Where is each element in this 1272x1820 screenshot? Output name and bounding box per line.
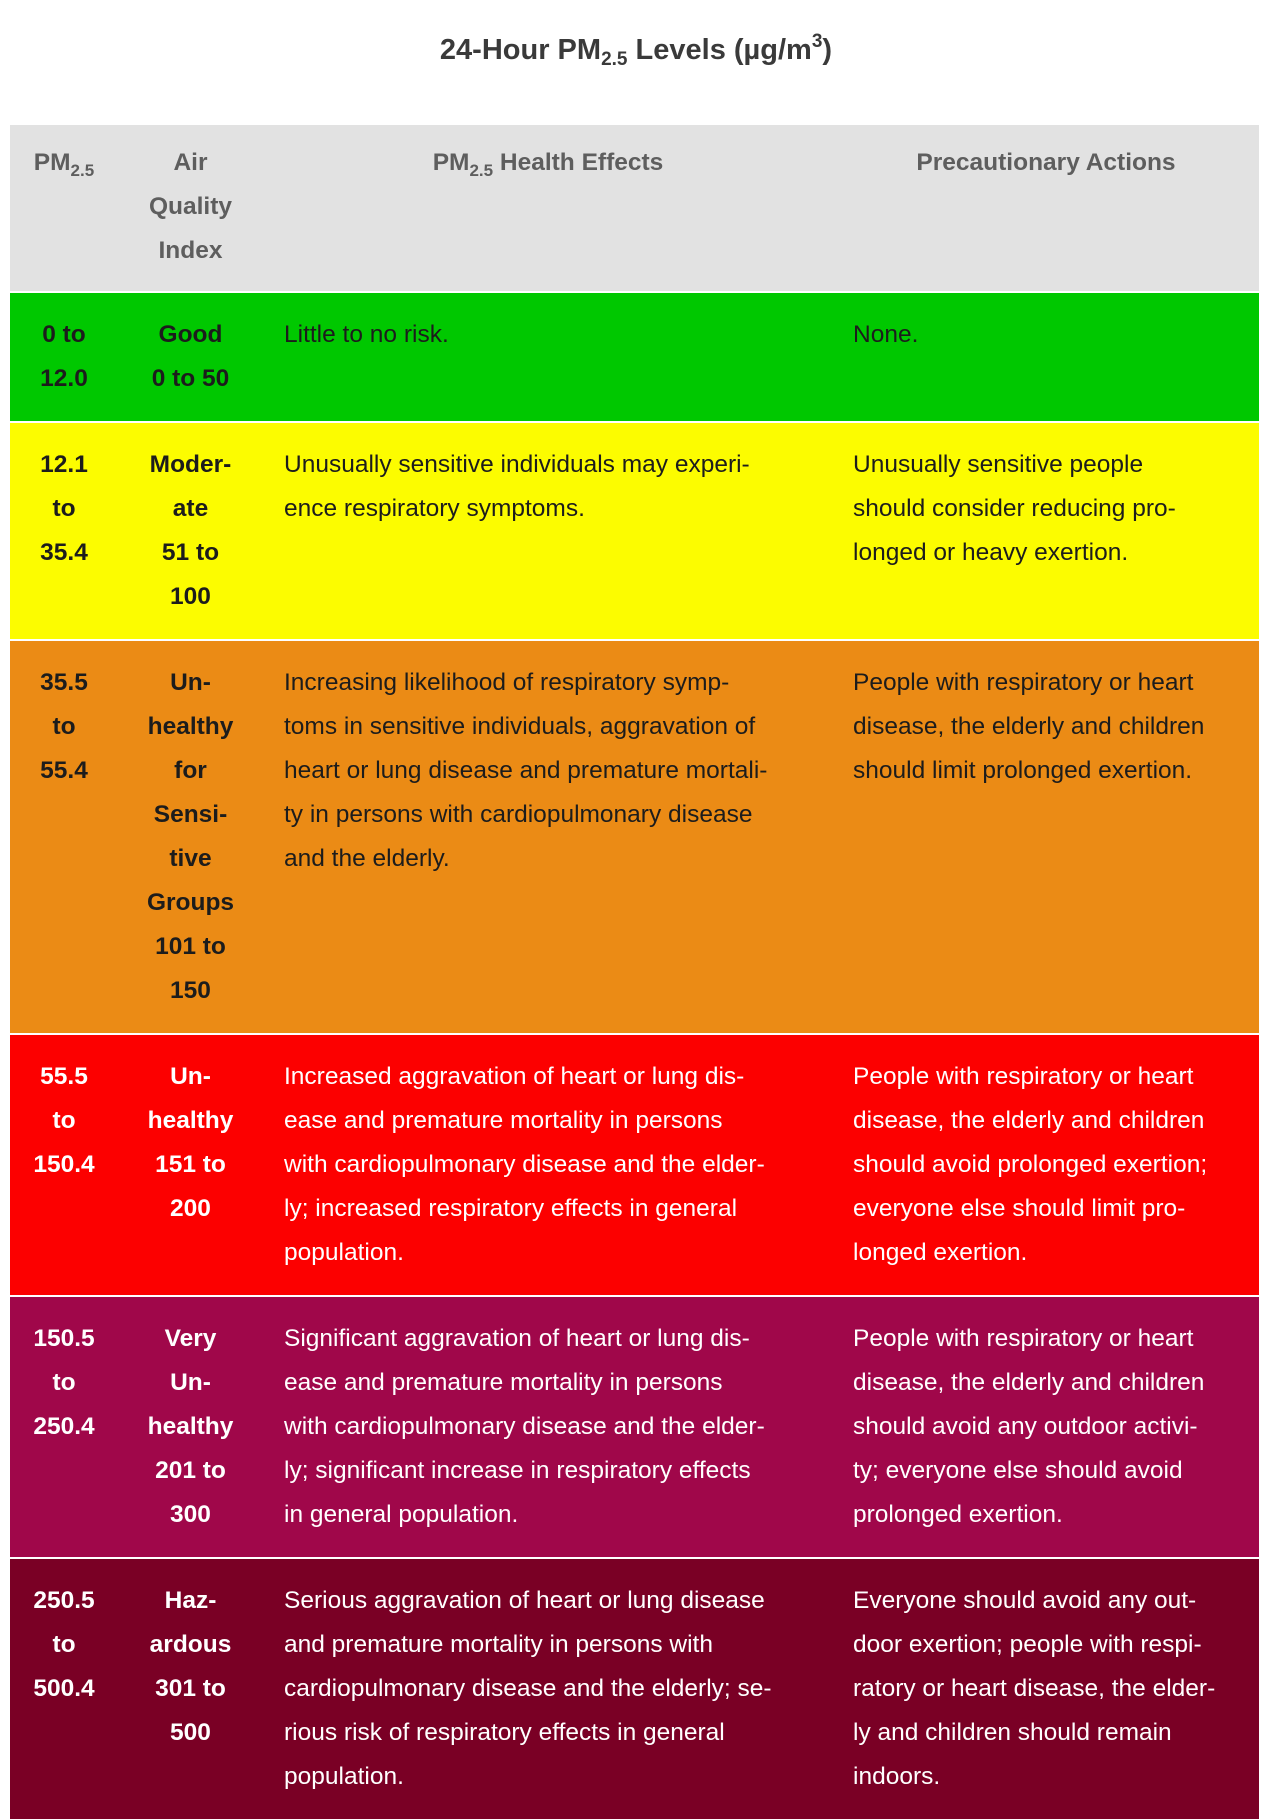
table-row-unhealthy — [10, 1034, 1259, 1296]
page-title: 24-Hour $PM_{2.5}$ Levels $(\mu g/m^3)$ — [439, 31, 833, 70]
aqi-category: Very Un- healthy 201 to 300 — [147, 1325, 234, 1528]
pm25-range: 35.5 to 55.4 — [40, 669, 88, 784]
pm25-levels-table — [10, 125, 1259, 1819]
table-row-unhealthy-sensitive — [10, 640, 1259, 1034]
pm25-range: 250.5 to 500.4 — [33, 1587, 95, 1702]
column-header-pm25: $PM_{2.5}$ — [10, 125, 118, 292]
aqi-category: Un- healthy for Sensi- tive Groups 101 to 150 — [146, 669, 235, 1004]
pm25-range: 12.1 to 35.4 — [40, 451, 88, 566]
precautionary-actions: People with respiratory or heart disease, the elderly and children should limit prolonged exertion. — [853, 669, 1205, 784]
precautionary-actions: People with respiratory or heart disease, the elderly and children should avoid prolonged exertion; everyone else should limit pro- longed exertion. — [853, 1063, 1208, 1266]
health-effects: Serious aggravation of heart or lung disease and premature mortality in persons with cardiopulmonary disease and the elderly; se- rious risk of respiratory effects in general population. — [284, 1587, 772, 1790]
aqi-category: Good 0 to 50 — [151, 321, 230, 392]
pm25-range: 55.5 to 150.4 — [33, 1063, 95, 1178]
precautionary-actions: None. — [853, 321, 919, 348]
column-header-aqi: Air Quality Index — [118, 125, 263, 292]
table-row-very-unhealthy — [10, 1296, 1259, 1558]
health-effects: Increased aggravation of heart or lung dis- ease and premature mortality in persons with cardiopulmonary disease and the elder- ly; increased respiratory effects in general population. — [284, 1063, 765, 1266]
health-effects: Little to no risk. — [284, 321, 449, 348]
table-header-row — [10, 125, 1259, 292]
column-header-health-effects: $PM_{2.5}$ Health Effects — [263, 125, 833, 292]
aqi-category: Un- healthy 151 to 200 — [147, 1063, 234, 1222]
health-effects: Significant aggravation of heart or lung dis- ease and premature mortality in persons with cardiopulmonary disease and the elder- ly; significant increase in respiratory effects in general population. — [284, 1325, 765, 1528]
aqi-category: Haz- ardous 301 to 500 — [149, 1587, 232, 1746]
aqi-category: Moder- ate 51 to 100 — [149, 451, 232, 610]
column-header-precautionary-actions: Precautionary Actions — [833, 125, 1259, 292]
table-row-moderate — [10, 422, 1259, 640]
precautionary-actions: People with respiratory or heart disease, the elderly and children should avoid any outdoor activi- ty; everyone else should avoid prolonged exertion. — [853, 1325, 1205, 1528]
table-row-hazardous — [10, 1558, 1259, 1819]
precautionary-actions: Unusually sensitive people should consider reducing pro- longed or heavy exertion. — [853, 451, 1176, 566]
health-effects: Unusually sensitive individuals may experi- ence respiratory symptoms. — [284, 451, 750, 522]
pm25-range: 150.5 to 250.4 — [33, 1325, 95, 1440]
health-effects: Increasing likelihood of respiratory symp- toms in sensitive individuals, aggravation of heart or lung disease and premature mortali- ty in persons with cardiopulmonary disease and the elderly. — [284, 669, 768, 872]
table-row-good — [10, 292, 1259, 422]
pm25-range: 0 to 12.0 — [40, 321, 88, 392]
precautionary-actions: Everyone should avoid any out- door exertion; people with respi- ratory or heart disease, the elder- ly and children should remain indoors. — [853, 1587, 1216, 1790]
